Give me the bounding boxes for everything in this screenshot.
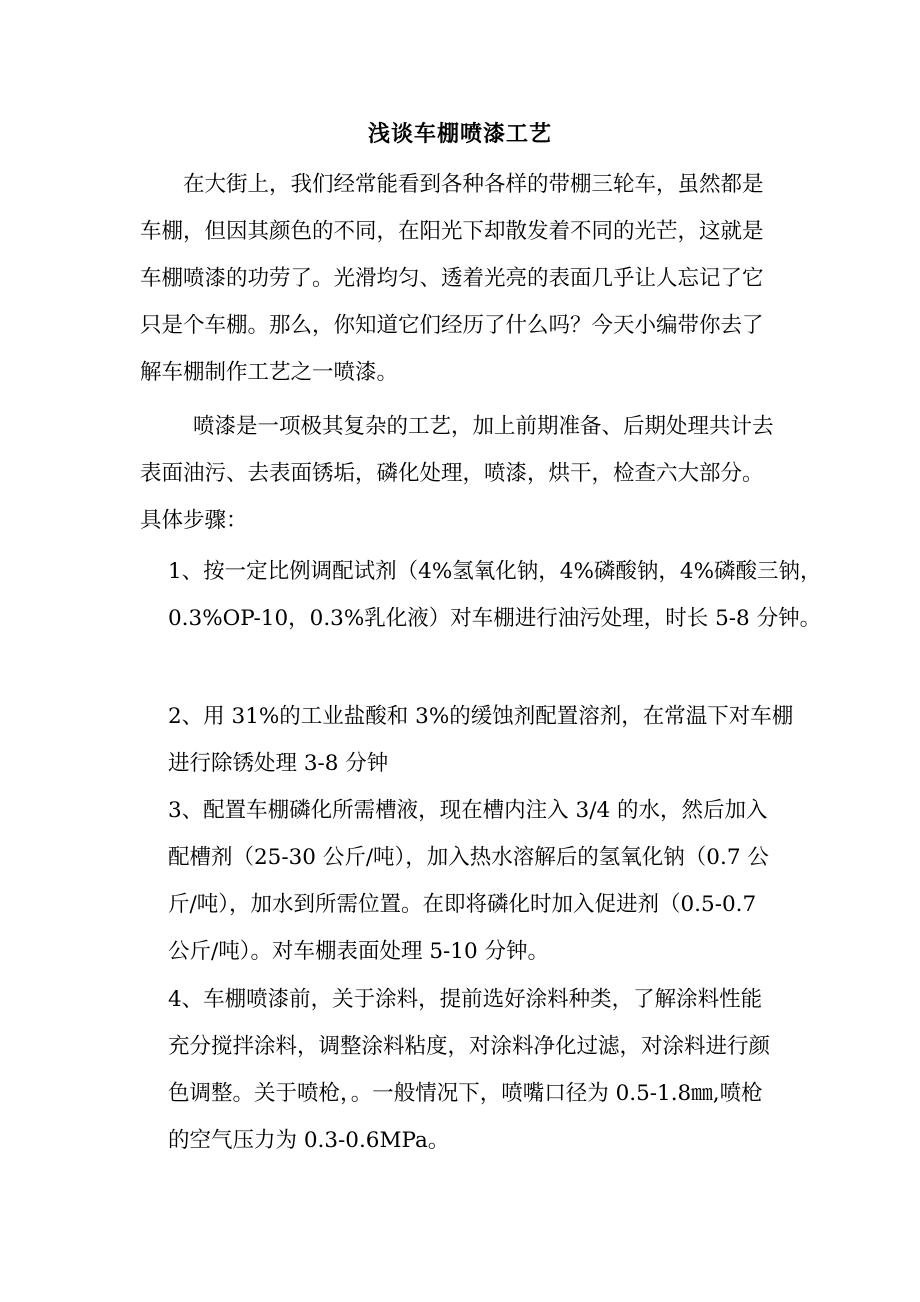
paragraph-line: 0.3%OP-10，0.3%乳化液）对车棚进行油污处理，时长 5-8 分钟。: [168, 606, 822, 631]
paragraph-line: 1、按一定比例调配试剂（4%氢氧化钠，4%磷酸钠，4%磷酸三钠，: [168, 559, 822, 584]
paragraph-line: 在大街上，我们经常能看到各种各样的带棚三轮车，虽然都是: [183, 172, 764, 197]
paragraph-line: 车棚喷漆的功劳了。光滑均匀、透着光亮的表面几乎让人忘记了它: [140, 266, 764, 291]
paragraph-line: 4、车棚喷漆前，关于涂料，提前选好涂料种类，了解涂料性能: [168, 987, 763, 1012]
paragraph-line: 配槽剂（25-30 公斤/吨），加入热水溶解后的氢氧化钠（0.7 公: [168, 845, 769, 870]
paragraph-line: 只是个车棚。那么，你知道它们经历了什么吗？今天小编带你去了: [140, 313, 764, 338]
paragraph-line: 3、配置车棚磷化所需槽液，现在槽内注入 3/4 的水，然后加入: [168, 798, 768, 823]
paragraph-line: 公斤/吨）。对车棚表面处理 5-10 分钟。: [168, 939, 549, 964]
paragraph-line: 2、用 31%的工业盐酸和 3%的缓蚀剂配置溶剂，在常温下对车棚: [168, 704, 794, 729]
paragraph-line: 进行除锈处理 3-8 分钟: [168, 751, 389, 776]
paragraph-line: 解车棚制作工艺之一喷漆。: [140, 360, 399, 385]
paragraph-line: 车棚，但因其颜色的不同，在阳光下却散发着不同的光芒，这就是: [140, 219, 764, 244]
paragraph-line: 的空气压力为 0.3-0.6MPa。: [168, 1128, 450, 1153]
paragraph-line: 喷漆是一项极其复杂的工艺，加上前期准备、后期处理共计去: [193, 414, 774, 439]
document-title: 浅谈车棚喷漆工艺: [367, 121, 552, 147]
paragraph-line: 具体步骤：: [140, 508, 248, 533]
paragraph-line: 表面油污、去表面锈垢，磷化处理，喷漆，烘干，检查六大部分。: [140, 461, 764, 486]
paragraph-line: 充分搅拌涂料，调整涂料粘度，对涂料净化过滤，对涂料进行颜: [168, 1034, 771, 1059]
paragraph-line: 斤/吨），加水到所需位置。在即将磷化时加入促进剂（0.5-0.7: [168, 892, 757, 917]
paragraph-line: 色调整。关于喷枪，。一般情况下，喷嘴口径为 0.5-1.8㎜,喷枪: [168, 1081, 763, 1106]
